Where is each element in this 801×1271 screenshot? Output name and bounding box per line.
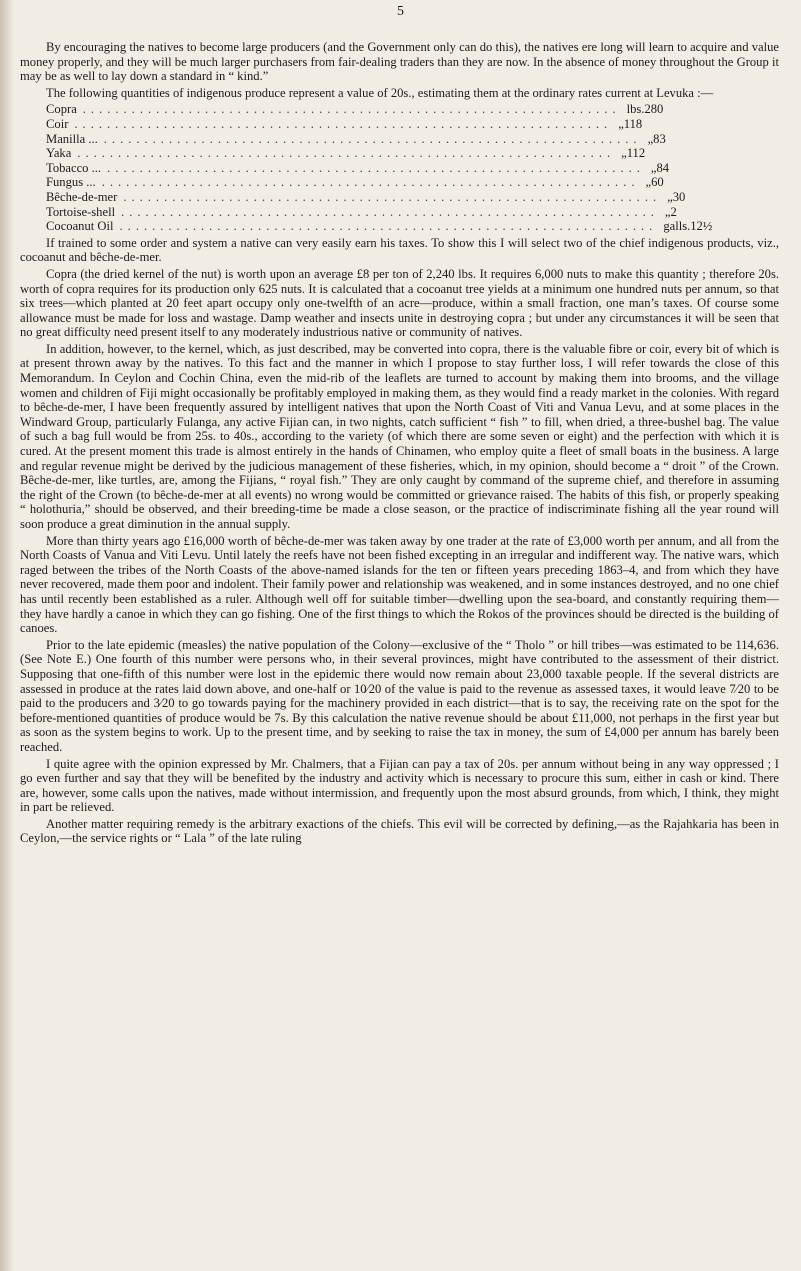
list-item bbox=[20, 175, 664, 190]
page-number: 5 bbox=[397, 4, 404, 19]
produce-unit: „ bbox=[647, 131, 654, 146]
list-item bbox=[20, 219, 713, 234]
produce-unit: lbs. bbox=[626, 102, 645, 117]
produce-name: Coir bbox=[46, 116, 69, 131]
produce-quantity: 83 bbox=[653, 131, 666, 146]
leader-dots: .................................................................. bbox=[121, 204, 659, 219]
produce-quantity: 84 bbox=[656, 160, 670, 175]
leader-dots: .................................................................. bbox=[74, 116, 613, 131]
paragraph-copra: Copra (the dried kernel of the nut) is worth upon an average £8 per ton of 2,240 lbs. It requires 6,000 nuts to make this quantity ; therefore 20s. worth of copra requires for its production only 625 nuts. It is calculated that a cocoanut tree yields at a minimum one hundred nuts per annum, so that six trees—which planted at 20 feet apart occupy only one-twelfth of an acre—produce, within a small fraction, one man’s taxes. Of course some allowance must be made for loss and wastage. Damp weather and insects unite in destroying copra ; but under any circumstances it will be seen that no great difficulty need present itself to any moderately industrious native or community of natives. bbox=[20, 266, 779, 340]
paragraph-chalmers: I quite agree with the opinion expressed by Mr. Chalmers, that a Fijian can pay a tax of 20s. per annum without being in any way oppressed ; I go even further and say that they will be benefited by the industry and activity which is necessary to procure this sum, either in cash or kind. There are, however, some calls upon the natives, made without intermission, and frequently upon the most absurd grounds, from which, I think, they might in part be relieved. bbox=[20, 756, 779, 815]
produce-name: Bêche-de-mer bbox=[46, 189, 118, 204]
leader-dots: .................................................................. bbox=[119, 219, 658, 234]
list-item bbox=[20, 146, 646, 161]
paragraph-produce-intro: The following quantities of indigenous produce represent a value of 20s., estimating them at the ordinary rates current at Levuka :— bbox=[46, 85, 714, 100]
produce-name: Yaka bbox=[46, 146, 72, 161]
paragraph-history: More than thirty years ago £16,000 worth of bêche-de-mer was taken away by one trader at the rate of £3,000 worth per annum, and all from the North Coasts of Vanua and Viti Levu. Until lately the reefs have not been fished excepting in an irregular and indifferent way. The native wars, which raged between the tribes of the North Coasts of the above-named islands for the ten or fifteen years preceding 1863–4, and from which they have never recovered, made them poor and indolent. Their family power and relationship was weakened, and in some instances destroyed, and no one chief has until recently been established as a ruler. Although well off for suitable timber—dwelling upon the sea-board, and constantly requiring them—they have hardly a canoe in which they can go fishing. One of the first things to which the Rokos of the provinces should be directed is the building of canoes. bbox=[20, 533, 779, 636]
produce-quantity: 60 bbox=[651, 175, 664, 190]
leader-dots: .................................................................. bbox=[123, 189, 662, 204]
produce-name: Copra bbox=[46, 102, 77, 117]
paragraph-chiefs: Another matter requiring remedy is the arbitrary exactions of the chiefs. This evil will be corrected by defining,—as the Rajahkaria has been in Ceylon,—the service rights or “ Lala ” of the late ruling bbox=[20, 816, 779, 846]
page-binding-shadow bbox=[0, 0, 14, 1271]
produce-unit: „ bbox=[667, 189, 673, 204]
produce-unit: „ bbox=[650, 160, 657, 175]
produce-quantity: 112 bbox=[626, 146, 646, 161]
list-item bbox=[20, 116, 643, 132]
produce-name: Fungus ... bbox=[46, 175, 96, 190]
produce-name: Tobacco ... bbox=[46, 160, 102, 175]
produce-quantity: 280 bbox=[644, 102, 664, 117]
produce-quantity: 2 bbox=[670, 204, 677, 219]
list-item bbox=[20, 189, 686, 205]
produce-unit: galls. bbox=[663, 219, 691, 234]
list-item bbox=[20, 131, 666, 147]
produce-unit: „ bbox=[645, 175, 652, 190]
leader-dots: .................................................................. bbox=[107, 160, 645, 175]
list-item bbox=[20, 160, 670, 176]
paragraph-population: Prior to the late epidemic (measles) the native population of the Colony—exclusive of the “ Tholo ” or hill tribes—was estimated to be 114,636. (See Note E.) One fourth of this number were persons who, in their several provinces, might have contributed to the assessment of their district. Supposing that one-fifth of this number were lost in the epidemic there would now remain about 23,000 taxable people. If the several districts are assessed in produce at the rates laid down above, and one-half or 10⁄20 of the value is paid to the revenue as assessed taxes, it would leave 7⁄20 to be paid to the producers and 3⁄20 to go towards paying for the machinery provided in each district—that is to say, the receiving rate on the spot for the before-mentioned quantities of produce would be 7s. By this calculation the native revenue should be about £11,000, not perhaps in the first year but as soon as the system begins to work. Up to the present time, and by seeking to raise the tax in money, the sum of £4,000 per annum has barely been reached. bbox=[20, 637, 779, 754]
leader-dots: .................................................................. bbox=[101, 175, 640, 190]
leader-dots: .................................................................. bbox=[77, 146, 616, 161]
leader-dots: .................................................................. bbox=[103, 131, 642, 146]
produce-list bbox=[20, 102, 779, 233]
produce-unit: „ bbox=[621, 146, 627, 161]
produce-quantity: 118 bbox=[623, 116, 643, 131]
paragraph-intro: By encouraging the natives to become large producers (and the Government only can do this), the natives ere long will learn to acquire and value money properly, and they will be much larger purchasers from fair-dealing traders than they are now. In the absence of money throughout the Group it may be as well to lay down a standard in “ kind.” bbox=[20, 40, 779, 84]
produce-name: Cocoanut Oil bbox=[46, 219, 114, 234]
produce-unit: „ bbox=[664, 204, 671, 219]
document-body bbox=[20, 40, 779, 848]
produce-name: Tortoise-shell bbox=[46, 204, 116, 219]
paragraph-beche-de-mer: In addition, however, to the kernel, which, as just described, may be converted into copra, there is the valuable fibre or coir, every bit of which is at present thrown away by the natives. To this fact and the manner in which I propose to stay further loss, I will refer towards the close of this Memorandum. In Ceylon and Cochin China, even the mid-rib of the leaflets are turned to account by making them into brooms, and the village women and children of Fiji might occasionally be profitably employed in making them, as they would find a ready market in the colonies. With regard to bêche-de-mer, I have been frequently assured by intelligent natives that upon the North Coast of Viti and Vanua Levu, and at some places in the Windward Group, particularly Fulanga, any active Fijian can, in two nights, catch sufficient “ fish ” to fill, when dried, a three-bushel bag. The value of such a bag full would be from 25s. to 40s., according to the variety (of which there are some seven or eight) and the perfection with which it is cured. At the present moment this trade is almost entirely in the hands of Chinamen, who employ quite a fleet of small boats in the business. A large and regular revenue might be derived by the judicious management of these fisheries, which, in my opinion, should become a “ droit ” of the Crown. Bêche-de-mer, like turtles, are, among the Fijians, “ royal fish.” They are only caught by command of the supreme chief, and therefore in assuming the right of the Crown (to bêche-de-mer at all events) no wrong would be committed or grievance raised. The habits of this fish, or properly speaking “ holothuria,” should be observed, and their breeding-time be made a close season, or the practice of indiscriminate fishing all the year round will soon produce a great diminution in the annual supply. bbox=[20, 341, 779, 531]
produce-name: Manilla ... bbox=[46, 131, 98, 146]
produce-quantity: 30 bbox=[672, 189, 686, 204]
leader-dots: .................................................................. bbox=[82, 102, 621, 117]
paragraph-taxes: If trained to some order and system a native can very easily earn his taxes. To show this I will select two of the chief indigenous products, viz., cocoanut and bêche-de-mer. bbox=[20, 235, 779, 265]
list-item bbox=[20, 102, 664, 117]
list-item bbox=[20, 204, 677, 220]
produce-quantity: 12½ bbox=[690, 219, 713, 234]
produce-unit: „ bbox=[618, 116, 624, 131]
